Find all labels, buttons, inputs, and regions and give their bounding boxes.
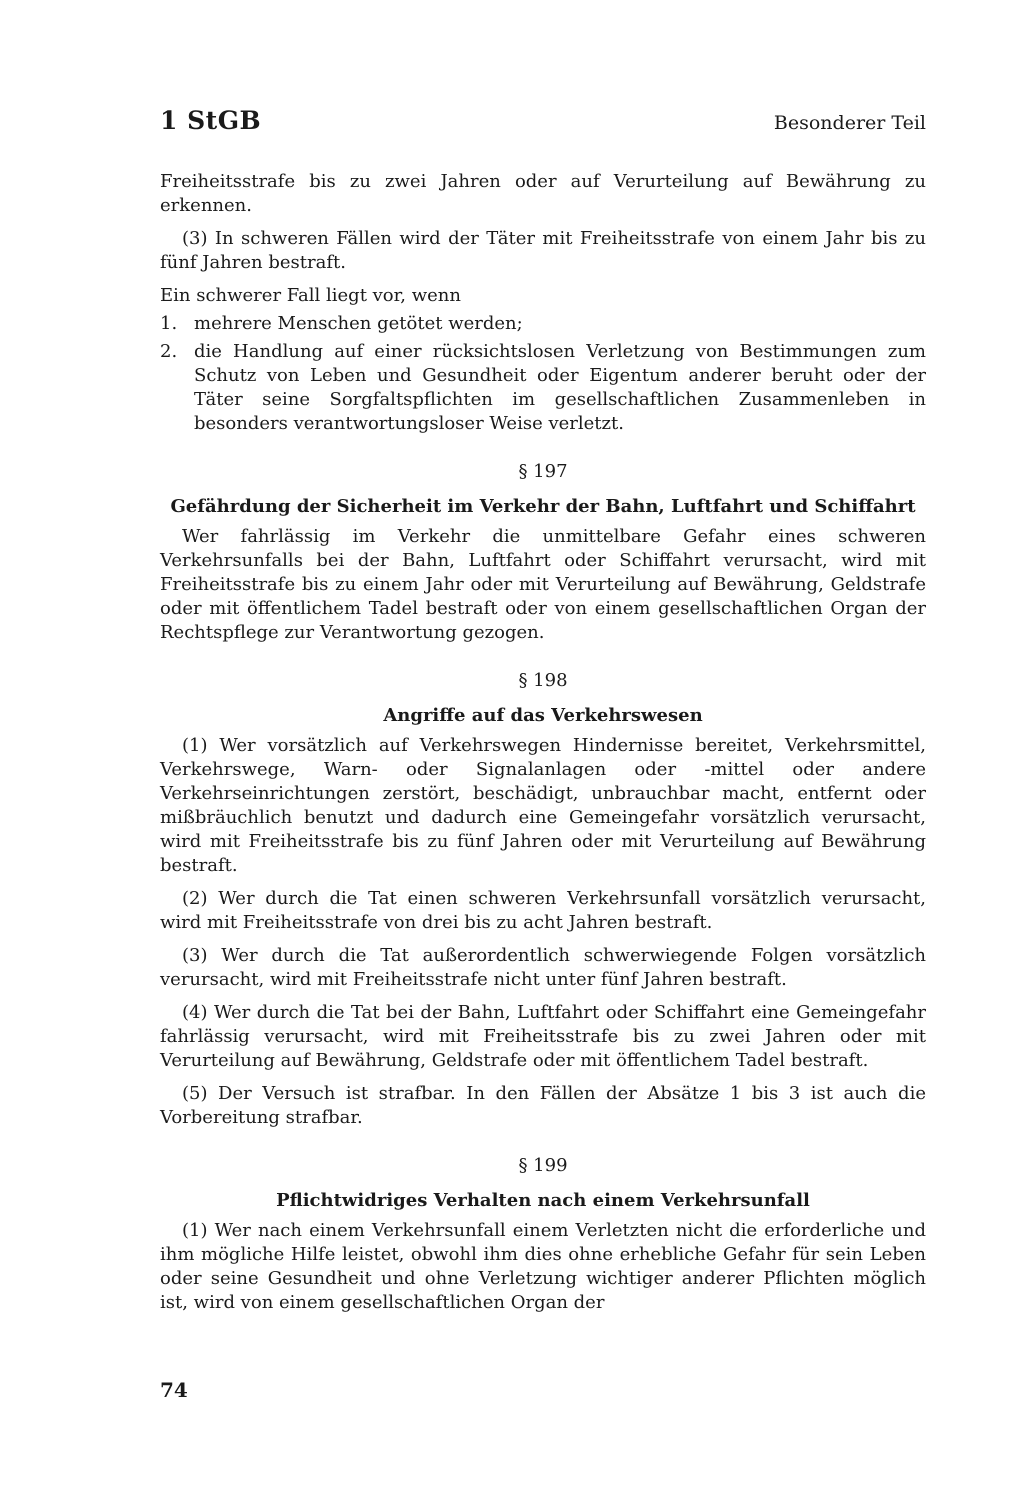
section-197-paragraph-1: Wer fahrlässig im Verkehr die unmittelbare Gefahr eines schweren Verkehrsunfalls bei der Bahn, Luftfahrt oder Schiffahrt verursacht, wird mit Freiheitsstrafe bis zu einem Jahr oder mit Verurteilung auf Bewährung, Geldstrafe oder mit öffentlichem Tadel bestraft oder von einem gesellschaftlichen Organ der Rechtspflege zur Verantwortung gezogen. [160,526,926,643]
list-item-number: 2. [160,341,178,362]
section-198-number: § 198 [518,670,568,691]
section-197-number: § 197 [518,461,568,482]
running-header [160,106,926,146]
intro-list [160,312,926,436]
section-198-paragraph-5: (5) Der Versuch ist strafbar. In den Fällen der Absätze 1 bis 3 ist auch die Vorbereitung strafbar. [160,1083,926,1128]
intro-paragraph-2: (3) In schweren Fällen wird der Täter mit Freiheitsstrafe von einem Jahr bis zu fünf Jahren bestraft. [160,228,926,273]
list-item-number: 1. [160,313,178,334]
list-item [160,340,926,436]
section-198-paragraph-2: (2) Wer durch die Tat einen schweren Verkehrsunfall vorsätzlich verursacht, wird mit Freiheitsstrafe von drei bis zu acht Jahren bestraft. [160,888,926,933]
section-199-number: § 199 [518,1155,568,1176]
section-198-paragraph-4: (4) Wer durch die Tat bei der Bahn, Luftfahrt oder Schiffahrt eine Gemeingefahr fahrlässig verursacht, wird mit Freiheitsstrafe bis zu zwei Jahren oder mit Verurteilung auf Bewährung, Geldstrafe oder mit öffentlichem Tadel bestraft. [160,1002,926,1071]
section-199-paragraph-1: (1) Wer nach einem Verkehrsunfall einem Verletzten nicht die erforderliche und ihm mögliche Hilfe leistet, obwohl ihm dies ohne erhebliche Gefahr für sein Leben oder seine Gesundheit und ohne Verletzung wichtiger anderer Pflichten möglich ist, wird von einem gesellschaftlichen Organ der [160,1220,926,1313]
section-198-title: Angriffe auf das Verkehrswesen [383,705,703,726]
intro-paragraph-3: Ein schwerer Fall liegt vor, wenn [160,285,461,306]
section-198-paragraph-1: (1) Wer vorsätzlich auf Verkehrswegen Hindernisse bereitet, Verkehrsmittel, Verkehrswege, Warn- oder Signalanlagen oder -mittel oder andere Verkehrseinrichtungen zerstört, beschädigt, unbrauchbar macht, entfernt oder mißbräuchlich benutzt und dadurch eine Gemeingefahr vorsätzlich verursacht, wird mit Freiheitsstrafe bis zu fünf Jahren oder mit Verurteilung auf Bewährung bestraft. [160,735,926,876]
document-page [160,106,926,1315]
page-number: 74 [160,1378,188,1402]
header-part: Besonderer Teil [773,112,926,134]
section-198-paragraph-3: (3) Wer durch die Tat außerordentlich schwerwiegende Folgen vorsätzlich verursacht, wird mit Freiheitsstrafe nicht unter fünf Jahren bestraft. [160,945,926,990]
header-code: 1 StGB [160,106,262,135]
section-197-title: Gefährdung der Sicherheit im Verkehr der Bahn, Luftfahrt und Schiffahrt [170,496,916,517]
section-199-title: Pflichtwidriges Verhalten nach einem Verkehrsunfall [276,1190,810,1211]
list-item-text: mehrere Menschen getötet werden; [194,313,523,334]
list-item [160,312,926,336]
intro-paragraph-1: Freiheitsstrafe bis zu zwei Jahren oder auf Verurteilung auf Bewährung zu erkennen. [160,171,926,216]
list-item-text: die Handlung auf einer rücksichtslosen Verletzung von Bestimmungen zum Schutz von Leben und Gesundheit oder Eigentum anderer beruht oder der Täter seine Sorgfaltspflichten im gesellschaftlichen Zusammenleben in besonders verantwortungsloser Weise verletzt. [194,341,926,434]
